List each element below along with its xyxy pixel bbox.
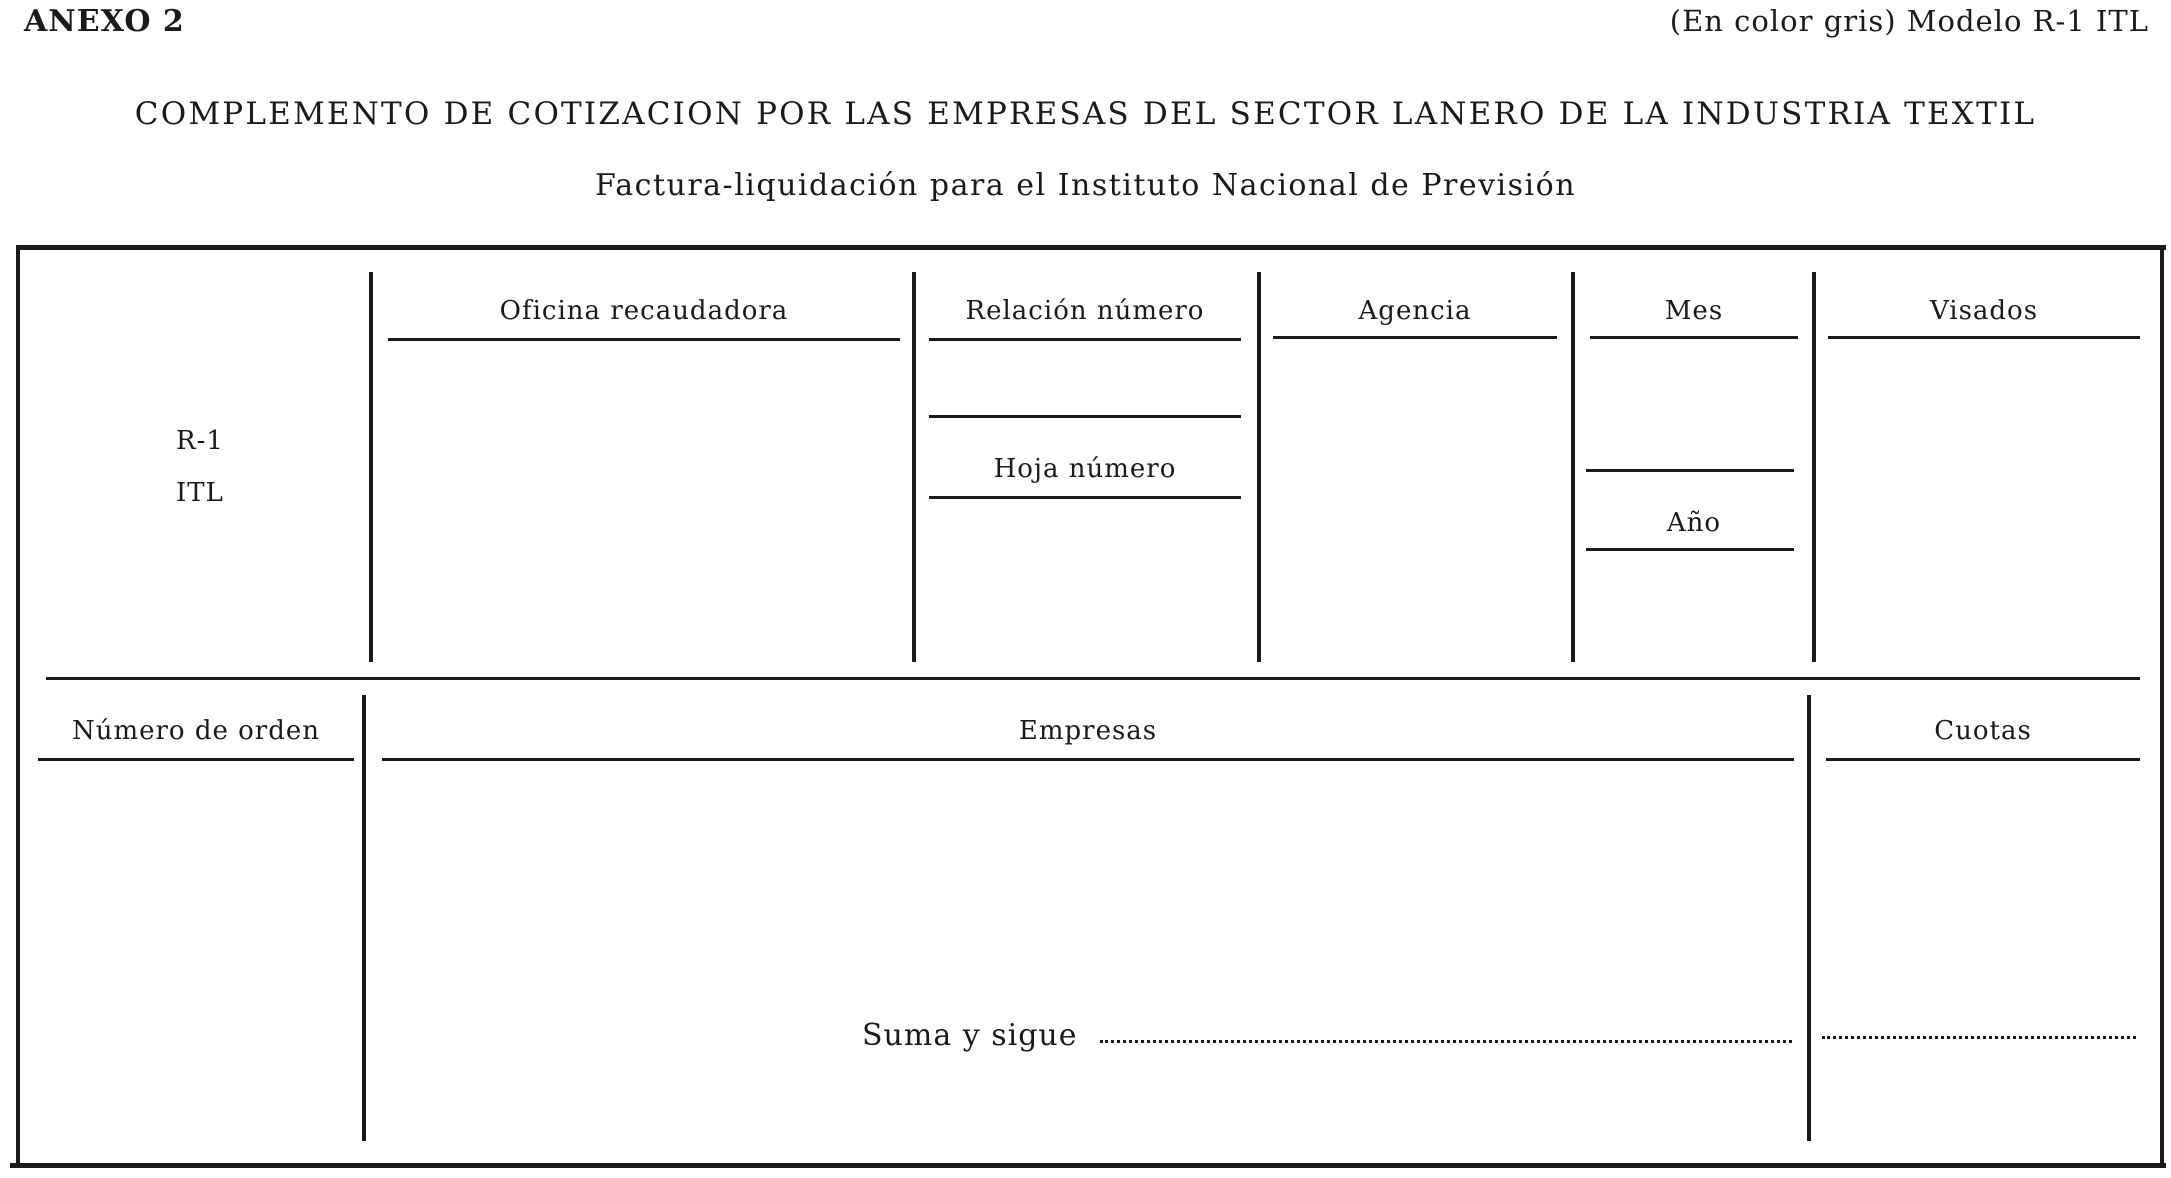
field-line-relacion [929,338,1241,341]
form-code-itl: ITL [176,478,224,508]
field-line-agencia [1273,336,1557,339]
column-line-empresas [382,758,1794,761]
field-label-anio: Año [1666,508,1722,538]
field-label-agencia: Agencia [1358,296,1472,326]
document-subtitle: Factura-liquidación para el Instituto Nacional de Previsión [594,168,1577,203]
field-label-hoja: Hoja número [993,454,1177,484]
column-header-orden: Número de orden [71,716,321,746]
suma-dotted-line [1100,1040,1792,1043]
frame-left-border [16,245,20,1167]
table-divider-1 [362,695,366,1141]
field-line-anio [1586,548,1794,551]
field-label-oficina: Oficina recaudadora [499,296,789,326]
top-divider-2 [912,272,916,662]
frame-right-border [2160,245,2164,1167]
annex-number: ANEXO 2 [24,4,185,39]
field-line-mes [1590,336,1798,339]
column-line-cuotas [1826,758,2140,761]
document-title: COMPLEMENTO DE COTIZACION POR LAS EMPRESAS DEL SECTOR LANERO DE LA INDUSTRIA TEXTIL [134,96,2037,132]
suma-y-sigue-label: Suma y sigue [862,1018,1078,1053]
form-code-r1: R-1 [176,426,224,456]
field-label-mes: Mes [1664,296,1724,326]
top-divider-5 [1812,272,1816,662]
top-divider-3 [1257,272,1261,662]
top-divider-4 [1571,272,1575,662]
section-separator [46,677,2140,680]
field-label-visados: Visados [1929,296,2039,326]
field-line-visados [1828,336,2140,339]
frame-top-border [18,245,2166,250]
table-divider-2 [1807,695,1811,1141]
column-header-empresas: Empresas [1018,716,1158,746]
field-blank-line-mes [1586,469,1794,472]
column-line-orden [38,758,354,761]
field-line-hoja [929,496,1241,499]
cuotas-dotted-line [1822,1036,2136,1039]
model-reference: (En color gris) Modelo R-1 ITL [1669,4,2149,38]
frame-bottom-border [10,1163,2166,1168]
field-blank-line-relacion [929,415,1241,418]
field-label-relacion: Relación número [965,296,1205,326]
column-header-cuotas: Cuotas [1934,716,2032,746]
top-divider-1 [369,272,373,662]
field-line-oficina [388,338,900,341]
